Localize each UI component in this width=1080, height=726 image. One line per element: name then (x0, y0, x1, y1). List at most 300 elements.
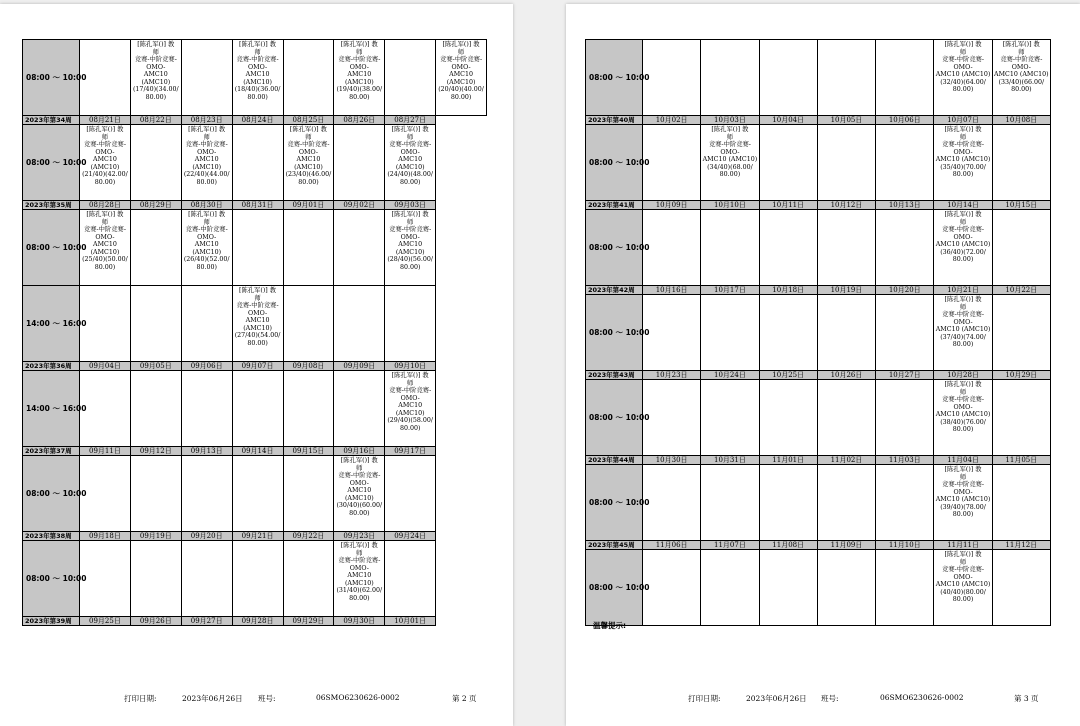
date-cell: 11月06日 (643, 541, 701, 550)
time-slot-label: 08:00 ～ 10:00 (23, 541, 80, 617)
empty-cell (385, 541, 436, 617)
session-line: AMC10 (AMC10) (702, 156, 758, 163)
week-row (23, 201, 487, 210)
session-line: AMC10 (AMC10) (90, 156, 120, 171)
class-session-cell (934, 295, 992, 371)
class-session-cell (934, 125, 992, 201)
session-line: 师 (457, 48, 465, 56)
empty-cell (759, 380, 817, 456)
session-line: OMO- (953, 63, 973, 71)
empty-cell (283, 371, 334, 447)
date-cell: 09月26日 (130, 617, 181, 626)
session-line: OMO- (95, 233, 115, 241)
date-cell: 10月14日 (934, 201, 992, 210)
session-line: AMC10 (AMC10) (192, 241, 222, 256)
session-line: OMO- (247, 63, 268, 71)
session-total-hours: 80.00) (349, 93, 370, 101)
date-cell: 10月30日 (643, 456, 701, 465)
session-line: AMC10 (AMC10) (344, 71, 374, 86)
date-cell: 10月26日 (817, 371, 875, 380)
empty-cell (759, 295, 817, 371)
session-total-hours: 80.00) (298, 178, 319, 186)
session-line: 竞赛-中阶竞赛- (185, 141, 228, 148)
empty-cell (80, 456, 131, 532)
session-line: OMO- (953, 233, 973, 241)
session-progress: (25/40)(50.00/ (82, 256, 128, 263)
class-session-cell (181, 125, 232, 201)
time-slot-row (23, 210, 487, 286)
time-slot-row (586, 210, 1051, 286)
session-line: AMC10 (AMC10) (935, 241, 991, 248)
week-label: 2023年第37周 (23, 447, 80, 456)
date-cell: 10月17日 (701, 286, 759, 295)
date-cell: 10月10日 (701, 201, 759, 210)
session-line: [陈孔军()] 教 (944, 211, 982, 218)
empty-cell (759, 465, 817, 541)
date-cell: 08月23日 (181, 116, 232, 125)
date-cell: 10月24日 (701, 371, 759, 380)
week-row (586, 286, 1051, 295)
session-total-hours: 80.00) (247, 93, 268, 101)
session-progress: (22/40)(44.00/ (183, 171, 230, 178)
class-session-entry (934, 550, 991, 604)
class-session-entry (701, 125, 758, 179)
date-cell: 08月28日 (80, 201, 131, 210)
session-line: AMC10 (AMC10) (294, 156, 323, 171)
class-session-entry (934, 210, 991, 264)
page-number: 第 2 页 (452, 694, 477, 703)
class-session-entry (182, 125, 232, 186)
week-label: 2023年第42周 (586, 286, 643, 295)
empty-cell (992, 550, 1050, 626)
session-line: 师 (254, 48, 261, 56)
date-cell: 09月28日 (232, 617, 283, 626)
empty-cell (643, 465, 701, 541)
empty-cell (80, 371, 131, 447)
empty-cell (992, 210, 1050, 286)
session-total-hours: 80.00) (349, 594, 370, 602)
session-line: OMO- (400, 148, 420, 156)
class-session-cell (385, 125, 436, 201)
week-label: 2023年第35周 (23, 201, 80, 210)
session-total-hours: 80.00) (196, 263, 217, 271)
empty-cell (817, 295, 875, 371)
session-line: [陈孔军()] 教 (442, 41, 480, 48)
date-cell: 11月02日 (817, 456, 875, 465)
session-line: [陈孔军()] 教 (188, 211, 226, 218)
class-session-entry (934, 465, 991, 519)
session-progress: (20/40)(40.00/ (438, 86, 484, 93)
session-line: AMC10 (AMC10) (935, 71, 991, 78)
date-cell: 09月29日 (283, 617, 334, 626)
time-slot-row (23, 541, 487, 617)
session-line: OMO- (451, 63, 471, 71)
week-row (23, 362, 487, 371)
date-cell: 10月12日 (817, 201, 875, 210)
class-session-entry (80, 125, 130, 186)
session-line: AMC10 (AMC10) (935, 581, 991, 588)
date-cell: 09月15日 (283, 447, 334, 456)
week-label: 2023年第34周 (23, 116, 80, 125)
time-slot-label: 08:00 ～ 10:00 (586, 550, 643, 626)
date-cell: 09月07日 (232, 362, 283, 371)
date-cell: 09月17日 (385, 447, 436, 456)
date-cell: 09月08日 (283, 362, 334, 371)
session-total-hours: 80.00) (952, 171, 974, 178)
week-row (23, 617, 487, 626)
class-session-entry (385, 371, 435, 432)
time-slot-row (23, 456, 487, 532)
date-cell: 09月12日 (130, 447, 181, 456)
empty-cell (643, 40, 701, 116)
empty-cell (817, 380, 875, 456)
date-cell: 11月07日 (701, 541, 759, 550)
session-line: AMC10 (AMC10) (141, 71, 171, 86)
session-progress: (30/40)(60.00/ (336, 502, 383, 509)
session-line: 竞赛-中阶竞赛- (942, 311, 985, 318)
session-progress: (36/40)(72.00/ (940, 248, 986, 256)
session-line: [陈孔军()] 教 (944, 381, 982, 388)
print-date: 2023年06月26日 (746, 694, 807, 703)
empty-cell (334, 210, 385, 286)
empty-cell (817, 465, 875, 541)
session-line: 竞赛-中阶竞赛- (440, 56, 483, 63)
session-line: [陈孔军()] 教 (944, 126, 982, 133)
session-line: 师 (959, 388, 967, 396)
session-progress: (38/40)(76.00/ (940, 418, 986, 426)
session-line: AMC10 (AMC10) (994, 71, 1049, 78)
session-progress: (31/40)(62.00/ (336, 587, 383, 594)
empty-cell (876, 380, 934, 456)
date-cell: 10月23日 (643, 371, 701, 380)
date-cell: 10月13日 (876, 201, 934, 210)
empty-cell (334, 125, 385, 201)
session-progress: (32/40)(64.00/ (940, 78, 986, 86)
time-slot-label: 08:00 ～ 10:00 (586, 125, 643, 201)
empty-cell (876, 465, 934, 541)
session-line: 竞赛-中阶竞赛- (389, 387, 432, 394)
date-cell: 10月01日 (385, 617, 436, 626)
class-session-entry (233, 40, 283, 101)
week-row (23, 116, 487, 125)
session-line: OMO- (953, 318, 973, 326)
session-line: 师 (1018, 48, 1025, 56)
date-cell: 10月25日 (759, 371, 817, 380)
print-date-label: 打印日期: (688, 694, 721, 703)
session-line: 竞赛-中阶竞赛- (83, 226, 126, 233)
empty-cell (334, 371, 385, 447)
date-cell: 08月21日 (80, 116, 131, 125)
session-line: AMC10 (AMC10) (935, 326, 991, 333)
date-cell: 10月22日 (992, 286, 1050, 295)
empty-cell (701, 465, 759, 541)
empty-cell (643, 125, 701, 201)
session-total-hours: 80.00) (952, 341, 974, 348)
date-cell: 10月27日 (876, 371, 934, 380)
session-line: 师 (407, 379, 414, 387)
class-session-cell (232, 286, 283, 362)
class-session-cell (334, 40, 385, 116)
session-line: 师 (101, 218, 109, 226)
date-cell: 10月15日 (992, 201, 1050, 210)
date-cell: 09月23日 (334, 532, 385, 541)
session-line: AMC10 (AMC10) (90, 241, 120, 256)
session-line: 竞赛-中阶竞赛- (389, 226, 432, 233)
page-number: 第 3 页 (1014, 694, 1039, 703)
empty-cell (232, 456, 283, 532)
class-session-cell (385, 371, 436, 447)
class-session-cell (934, 465, 992, 541)
date-cell: 10月31日 (701, 456, 759, 465)
empty-cell (759, 125, 817, 201)
date-cell: 09月13日 (181, 447, 232, 456)
time-slot-label: 08:00 ～ 10:00 (586, 295, 643, 371)
session-total-hours: 80.00) (349, 509, 370, 517)
date-cell: 09月06日 (181, 362, 232, 371)
session-line: 师 (407, 218, 414, 226)
empty-cell (334, 286, 385, 362)
class-session-cell (934, 380, 992, 456)
date-cell: 09月05日 (130, 362, 181, 371)
session-total-hours: 80.00) (94, 178, 116, 186)
session-total-hours: 80.00) (145, 93, 167, 101)
class-session-entry (334, 456, 384, 517)
date-cell: 09月30日 (334, 617, 385, 626)
empty-cell (130, 456, 181, 532)
class-number: 06SMO6230626-0002 (880, 693, 964, 702)
time-slot-label: 08:00 ～ 10:00 (586, 380, 643, 456)
empty-cell (80, 541, 131, 617)
date-cell: 10月04日 (759, 116, 817, 125)
schedule-table (585, 39, 1051, 626)
date-cell: 10月16日 (643, 286, 701, 295)
time-slot-label: 08:00 ～ 10:00 (23, 40, 80, 116)
class-session-entry (385, 210, 435, 271)
date-cell: 08月25日 (283, 116, 334, 125)
session-line: [陈孔军()] 教 (391, 211, 429, 218)
session-line: [陈孔军()] 教 (391, 372, 429, 379)
date-cell: 08月27日 (385, 116, 436, 125)
empty-cell (992, 465, 1050, 541)
time-slot-label: 08:00 ～ 10:00 (586, 40, 643, 116)
session-line: 师 (959, 133, 967, 141)
date-cell: 10月18日 (759, 286, 817, 295)
session-line: [陈孔军()] 教 (239, 287, 277, 294)
session-line: 竞赛-中阶竞赛- (236, 56, 279, 63)
session-progress: (24/40)(48.00/ (387, 171, 434, 178)
empty-cell (643, 550, 701, 626)
session-line: [陈孔军()] 教 (391, 126, 429, 133)
session-line: [陈孔军()] 教 (944, 296, 982, 303)
date-cell: 11月05日 (992, 456, 1050, 465)
empty-cell (992, 295, 1050, 371)
session-line: AMC10 (AMC10) (395, 156, 425, 171)
reminder-note: 温馨提示: (593, 621, 626, 630)
session-line: 竞赛-中阶竞赛- (942, 56, 985, 63)
empty-cell (283, 40, 334, 116)
time-slot-row (23, 40, 487, 116)
class-session-entry (284, 125, 334, 186)
session-line: 竞赛-中阶竞赛- (942, 396, 985, 403)
session-line: [陈孔军()] 教 (1002, 41, 1040, 48)
empty-cell (759, 40, 817, 116)
session-progress: (23/40)(46.00/ (285, 171, 332, 178)
date-cell: 11月08日 (759, 541, 817, 550)
session-line: OMO- (953, 573, 973, 581)
session-line: OMO- (720, 148, 740, 156)
class-session-entry (80, 210, 130, 271)
date-cell: 10月07日 (934, 116, 992, 125)
week-row (586, 456, 1051, 465)
session-total-hours: 80.00) (399, 263, 421, 271)
session-total-hours: 80.00) (399, 178, 421, 186)
date-cell: 08月22日 (130, 116, 181, 125)
date-cell: 11月04日 (934, 456, 992, 465)
empty-cell (385, 286, 436, 362)
session-line: 师 (356, 549, 363, 557)
session-line: OMO- (400, 233, 420, 241)
session-line: AMC10 (AMC10) (344, 572, 374, 587)
week-label: 2023年第39周 (23, 617, 80, 626)
session-line: 竞赛-中阶竞赛- (389, 141, 432, 148)
empty-cell (759, 550, 817, 626)
time-slot-label: 08:00 ～ 10:00 (586, 465, 643, 541)
class-session-cell (232, 40, 283, 116)
session-line: [陈孔军()] 教 (137, 41, 175, 48)
empty-cell (181, 371, 232, 447)
date-cell: 09月24日 (385, 532, 436, 541)
empty-cell (817, 550, 875, 626)
session-total-hours: 80.00) (952, 426, 974, 433)
session-progress: (39/40)(78.00/ (940, 503, 986, 511)
date-cell: 11月09日 (817, 541, 875, 550)
empty-cell (643, 295, 701, 371)
session-line: AMC10 (AMC10) (935, 156, 991, 163)
class-session-cell (385, 210, 436, 286)
class-session-cell (334, 456, 385, 532)
empty-cell (232, 125, 283, 201)
session-line: AMC10 (AMC10) (243, 317, 272, 332)
date-cell: 09月19日 (130, 532, 181, 541)
empty-cell (130, 371, 181, 447)
empty-cell (130, 210, 181, 286)
session-progress: (19/40)(38.00/ (336, 86, 383, 93)
time-slot-label: 08:00 ～ 10:00 (23, 125, 80, 201)
session-line: 师 (305, 133, 312, 141)
session-line: [陈孔军()] 教 (711, 126, 749, 133)
empty-cell (385, 456, 436, 532)
session-line: 竞赛-中阶竞赛- (942, 141, 985, 148)
session-line: 竞赛-中阶竞赛- (236, 302, 279, 309)
time-slot-row (23, 125, 487, 201)
time-slot-row (586, 125, 1051, 201)
session-line: OMO- (146, 63, 166, 71)
class-session-entry (934, 40, 991, 94)
session-progress: (17/40)(34.00/ (132, 86, 179, 93)
empty-cell (232, 541, 283, 617)
session-progress: (26/40)(52.00/ (183, 256, 230, 263)
session-progress: (21/40)(42.00/ (82, 171, 128, 178)
date-cell: 08月29日 (130, 201, 181, 210)
empty-cell (181, 286, 232, 362)
session-line: 师 (959, 473, 967, 481)
empty-cell (181, 541, 232, 617)
date-cell: 11月03日 (876, 456, 934, 465)
session-total-hours: 80.00) (952, 511, 974, 518)
empty-cell (817, 40, 875, 116)
session-line: 师 (254, 294, 261, 302)
date-cell: 09月10日 (385, 362, 436, 371)
session-line: OMO- (953, 148, 973, 156)
class-session-entry (334, 40, 384, 101)
session-line: [陈孔军()] 教 (86, 211, 124, 218)
session-progress: (27/40)(54.00/ (234, 332, 281, 339)
print-date: 2023年06月26日 (182, 694, 243, 703)
schedule-page-2 (0, 4, 513, 726)
session-line: [陈孔军()] 教 (188, 126, 226, 133)
empty-cell (283, 286, 334, 362)
session-total-hours: 80.00) (196, 178, 217, 186)
session-line: [陈孔军()] 教 (289, 126, 327, 133)
empty-cell (80, 40, 131, 116)
empty-cell (181, 40, 232, 116)
date-cell: 11月11日 (934, 541, 992, 550)
session-line: 师 (959, 218, 967, 226)
session-line: OMO- (298, 148, 318, 156)
time-slot-label: 08:00 ～ 10:00 (586, 210, 643, 286)
empty-cell (130, 541, 181, 617)
empty-cell (283, 541, 334, 617)
class-session-entry (233, 286, 283, 347)
class-session-cell (934, 40, 992, 116)
session-line: 竞赛-中阶竞赛- (83, 141, 126, 148)
session-line: OMO- (197, 233, 217, 241)
date-cell: 10月05日 (817, 116, 875, 125)
class-session-entry (436, 40, 486, 101)
class-session-cell (334, 541, 385, 617)
session-line: 竞赛-中阶竞赛- (338, 56, 381, 63)
date-cell: 10月11日 (759, 201, 817, 210)
session-line: AMC10 (AMC10) (395, 402, 425, 417)
session-line: 师 (152, 48, 159, 56)
session-line: OMO- (1011, 63, 1031, 71)
empty-cell (992, 125, 1050, 201)
date-cell: 10月20日 (876, 286, 934, 295)
date-cell: 09月09日 (334, 362, 385, 371)
session-line: 竞赛-中阶竞赛- (134, 56, 177, 63)
date-cell: 09月16日 (334, 447, 385, 456)
class-session-entry (934, 380, 991, 434)
date-cell: 11月01日 (759, 456, 817, 465)
empty-cell (643, 380, 701, 456)
date-cell: 09月02日 (334, 201, 385, 210)
session-line: OMO- (953, 488, 973, 496)
week-label: 2023年第43周 (586, 371, 643, 380)
session-total-hours: 80.00) (952, 256, 974, 263)
session-line: 师 (407, 133, 414, 141)
session-line: OMO- (349, 564, 369, 572)
class-session-entry (334, 541, 384, 602)
date-cell: 10月09日 (643, 201, 701, 210)
session-line: 竞赛-中阶竞赛- (1000, 56, 1043, 63)
date-cell: 09月25日 (80, 617, 131, 626)
session-line: 竞赛-中阶竞赛- (287, 141, 330, 148)
session-line: 竞赛-中阶竞赛- (708, 141, 751, 148)
empty-cell (817, 210, 875, 286)
session-line: AMC10 (AMC10) (243, 71, 272, 86)
session-line: 师 (203, 133, 210, 141)
time-slot-row (23, 286, 487, 362)
